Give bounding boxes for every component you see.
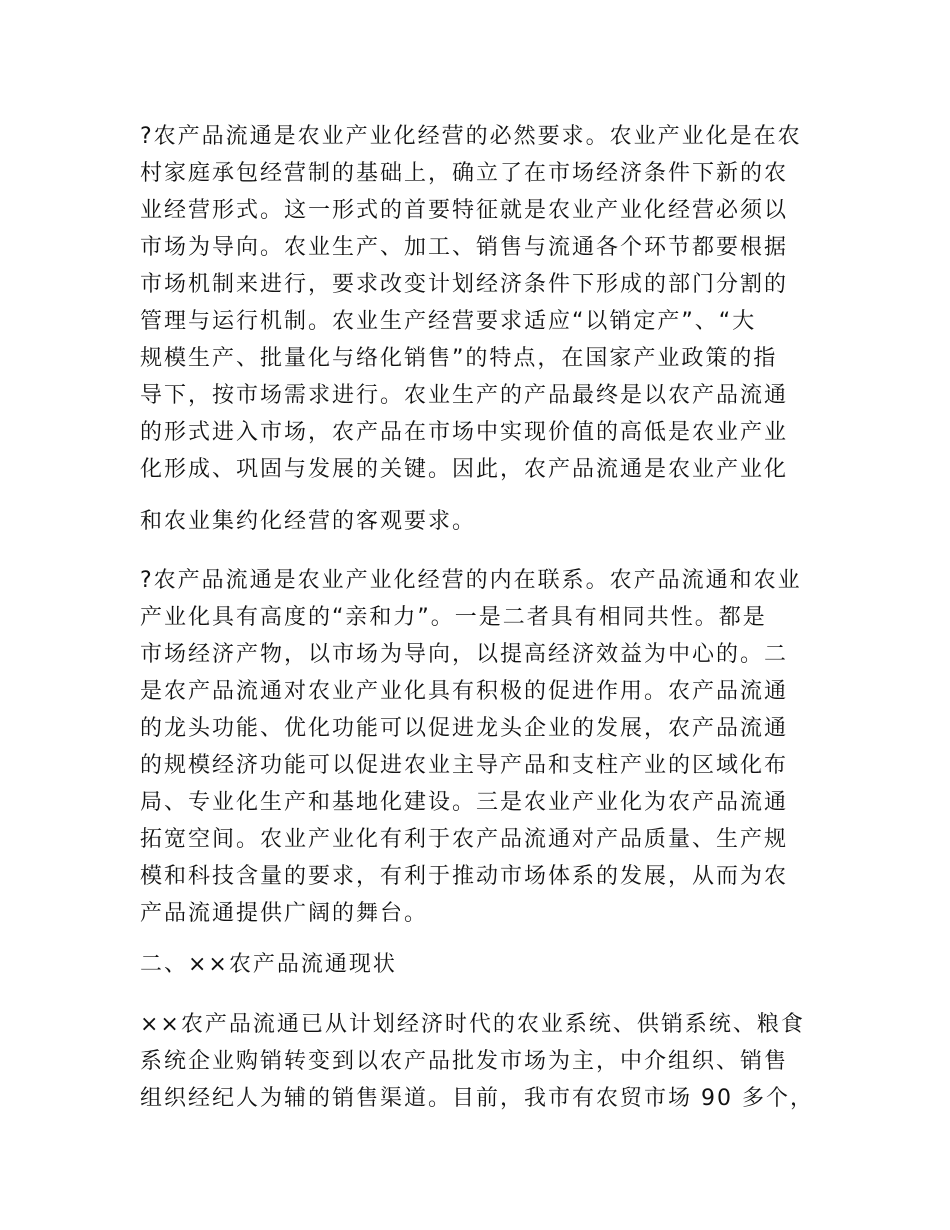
text-line: 模和科技含量的要求，有利于推动市场体系的发展，从而为农 <box>140 864 789 889</box>
text-line: 市场机制来进行，要求改变计划经济条件下形成的部门分割的 <box>140 272 789 297</box>
text-line: 的形式进入市场，农产品在市场中实现价值的高低是农业产业 <box>140 420 789 445</box>
text-line: 系统企业购销转变到以农产品批发市场为主，中介组织、销售 <box>140 1049 789 1074</box>
text-line: 局、专业化生产和基地化建设。三是农业产业化为农产品流通 <box>140 790 789 815</box>
text-line: ?农产品流通是农业产业化经营的内在联系。农产品流通和农业 <box>140 568 802 593</box>
section-heading <box>140 946 830 983</box>
text-line: 业经营形式。这一形式的首要特征就是农业产业化经营必须以 <box>140 198 789 223</box>
text-line: 是农产品流通对农业产业化具有积极的促进作用。农产品流通 <box>140 679 789 704</box>
text-line: 导下，按市场需求进行。农业生产的产品最终是以农产品流通 <box>140 383 789 408</box>
text-line: 村家庭承包经营制的基础上，确立了在市场经济条件下新的农 <box>140 161 789 186</box>
paragraph-requirement <box>140 118 830 488</box>
heading-text: 二、××农产品流通现状 <box>140 952 397 977</box>
text-line: 市场经济产物，以市场为导向，以提高经济效益为中心的。二 <box>140 642 789 667</box>
text-line: 组织经纪人为辅的销售渠道。目前，我市有农贸市场 90 多个， <box>140 1086 814 1111</box>
text-line: 产业化具有高度的“亲和力”。一是二者具有相同共性。都是 <box>140 605 767 630</box>
text-line: ××农产品流通已从计划经济时代的农业系统、供销系统、粮食 <box>140 1012 805 1037</box>
text-line: 产品流通提供广阔的舞台。 <box>140 901 429 926</box>
text-line: ?农产品流通是农业产业化经营的必然要求。农业产业化是在农 <box>140 124 802 149</box>
text-line: 和农业集约化经营的客观要求。 <box>140 509 477 534</box>
text-line: 规模生产、批量化与络化销售”的特点，在国家产业政策的指 <box>140 346 778 371</box>
text-line: 管理与运行机制。农业生产经营要求适应“以销定产”、“大 <box>140 309 757 334</box>
text-line: 化形成、巩固与发展的关键。因此，农产品流通是农业产业化 <box>140 457 789 482</box>
paragraph-requirement-end <box>140 503 830 540</box>
text-line: 的规模经济功能可以促进农业主导产品和支柱产业的区域化布 <box>140 753 789 778</box>
text-line: 的龙头功能、优化功能可以促进龙头企业的发展，农产品流通 <box>140 716 789 741</box>
paragraph-status <box>140 1006 830 1117</box>
text-line: 市场为导向。农业生产、加工、销售与流通各个环节都要根据 <box>140 235 789 260</box>
text-line: 拓宽空间。农业产业化有利于农产品流通对产品质量、生产规 <box>140 827 789 852</box>
paragraph-inner-connection <box>140 562 830 932</box>
